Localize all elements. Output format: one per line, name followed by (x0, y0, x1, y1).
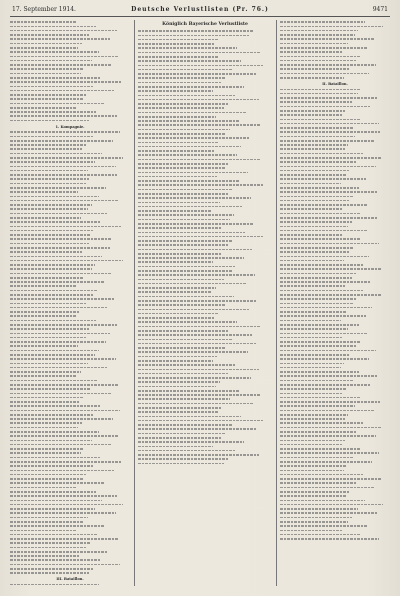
list-entry (280, 537, 390, 541)
column-right (280, 20, 390, 586)
header-page-number: 9471 (372, 6, 388, 13)
column-rule (134, 20, 135, 586)
section-heading: II. Bataillon. (322, 81, 348, 86)
header-title (10, 4, 390, 16)
list-entry (10, 571, 130, 575)
section-heading: III. Bataillon. (56, 577, 84, 582)
column-left (10, 20, 130, 586)
header-title-text: Deutsche Verlustlisten (131, 6, 230, 13)
page-header (10, 4, 390, 17)
column-middle (138, 20, 272, 586)
section-heading: 1. Kompagnie. (55, 124, 85, 129)
header-date: 17. September 1914. (12, 6, 76, 13)
list-entry (280, 76, 390, 80)
list-entry (138, 461, 272, 465)
column-rule (276, 20, 277, 586)
list-entry (10, 118, 130, 122)
header-issue: (Pr. 76.) (232, 6, 269, 13)
section-heading: Königlich Bayerische Verlustliste (162, 22, 248, 27)
list-entry (10, 583, 130, 586)
